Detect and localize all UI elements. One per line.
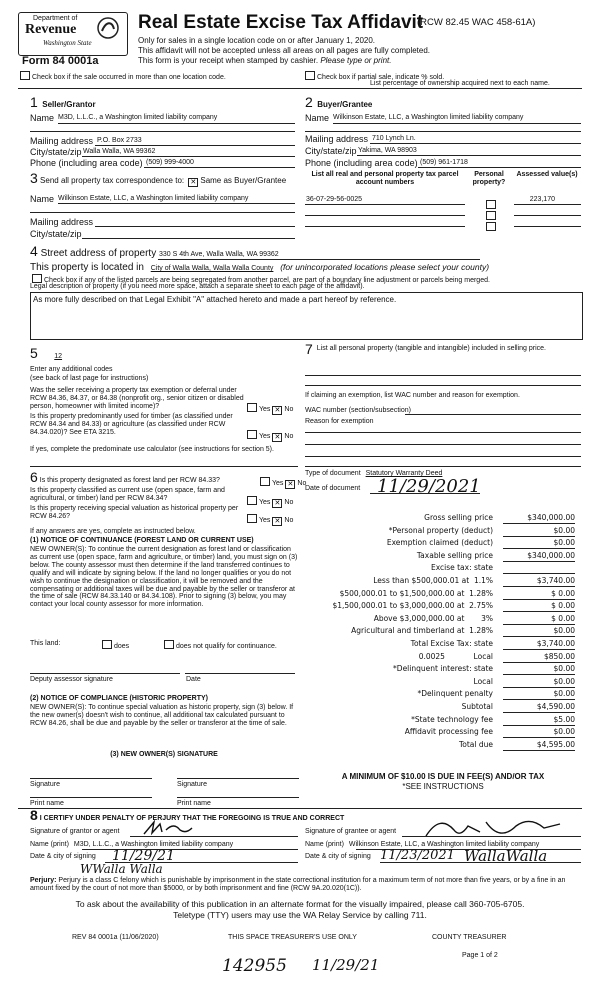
buyer-phone-label: Phone (including area code) bbox=[305, 158, 418, 168]
section-7-block bbox=[305, 341, 563, 357]
dor-logo bbox=[18, 12, 128, 56]
section-6-q1 bbox=[30, 469, 258, 485]
grantee-city[interactable]: WallaWalla bbox=[464, 847, 548, 865]
tax-table bbox=[305, 512, 575, 751]
no-label: No bbox=[284, 517, 294, 524]
section-3-name[interactable]: Wilkinson Estate, LLC, a Washington limited liability company bbox=[58, 195, 249, 202]
tax-row-label: Above $3,000,000.00 at 3% bbox=[373, 613, 493, 623]
tax-row-value[interactable]: $3,740.00 bbox=[503, 575, 575, 587]
located-line bbox=[30, 262, 489, 274]
tax-row bbox=[305, 739, 575, 752]
notice-compliance-text: NEW OWNER(S): To continue special valuation as historic property, sign (3) below. If the new owner(s) doesn't wish to continue, all additional tax calculated pursuant to RCW 84.26, shall be due and payable by the seller or transferor at the time of sale. bbox=[30, 704, 294, 727]
seller-name[interactable]: M3D, L.L.C., a Washington limited liability company bbox=[58, 114, 218, 121]
does-label: does bbox=[114, 643, 130, 650]
logo-emblem-icon bbox=[97, 17, 119, 39]
section-6-q1-text: Is this property designated as forest land per RCW 84.33? bbox=[39, 477, 220, 484]
wac-label: WAC number (section/subsection) bbox=[305, 407, 411, 414]
buyer-mail-label: Mailing address bbox=[305, 134, 369, 144]
seller-city[interactable]: Walla Walla, WA 99362 bbox=[83, 148, 156, 155]
buyer-name-label: Name bbox=[305, 113, 330, 123]
form-title: Real Estate Excise Tax Affidavit bbox=[138, 12, 424, 33]
partial-sale-label: Check box if partial sale, indicate % sold. bbox=[317, 74, 445, 81]
header-line1: Only for sales in a single location code on or after January 1, 2020. bbox=[138, 36, 376, 45]
tax-row-value[interactable]: $5.00 bbox=[503, 714, 575, 726]
buyer-heading bbox=[305, 94, 372, 112]
grantor-date-label: Date & city of signing bbox=[30, 853, 96, 860]
tax-row bbox=[305, 625, 575, 638]
tax-row-label: 0.0025 Local bbox=[418, 651, 493, 661]
grantor-city[interactable]: WWalla Walla bbox=[80, 862, 163, 876]
header-line3 bbox=[138, 56, 391, 65]
alt-format-line1: To ask about the availability of this publication in an alternate format for the visually impaired, please call 360-705-6705. bbox=[75, 899, 525, 909]
same-as-buyer-label: Same as Buyer/Grantee bbox=[200, 176, 287, 185]
no-label: No bbox=[284, 433, 294, 440]
additional-codes-label: Enter any additional codes bbox=[30, 366, 113, 373]
grantor-signature-label: Signature of grantor or agent bbox=[30, 828, 120, 835]
seller-city-label: City/state/zip bbox=[30, 147, 82, 157]
section-5-q3: If yes, complete the predominate use calculator (see instructions for section 5). bbox=[30, 446, 274, 453]
minimum-due-text: A MINIMUM OF $10.00 IS DUE IN FEE(S) AND/OR TAX bbox=[341, 772, 545, 781]
tax-row-value[interactable]: $850.00 bbox=[503, 651, 575, 663]
tax-row-label: Local bbox=[473, 676, 493, 686]
tax-row bbox=[305, 651, 575, 664]
section-6-number: 6 bbox=[30, 469, 38, 485]
tax-row bbox=[305, 663, 575, 676]
deputy-signature-label: Deputy assessor signature bbox=[30, 676, 113, 683]
buyer-mail[interactable]: 710 Lynch Ln. bbox=[372, 135, 416, 142]
section-6-q2-answer[interactable]: Yes ✕ No bbox=[245, 496, 293, 508]
assessed-value-1[interactable]: 223,170 bbox=[529, 196, 555, 203]
tax-row-label: Exemption claimed (deduct) bbox=[386, 538, 493, 548]
tax-row bbox=[305, 575, 575, 588]
street-address[interactable]: 330 S 4th Ave, Walla Walla, WA 99362 bbox=[158, 251, 279, 258]
tax-row-value[interactable]: $3,740.00 bbox=[503, 638, 575, 650]
seller-phone-label: Phone (including area code) bbox=[30, 158, 143, 168]
tax-row bbox=[305, 688, 575, 701]
section-7-text: List all personal property (tangible and intangible) included in selling price. bbox=[316, 345, 546, 352]
tax-row-label: *Personal property (deduct) bbox=[388, 525, 493, 535]
treasurer-stamp-number: 142955 bbox=[222, 956, 287, 976]
seller-mail[interactable]: P.O. Box 2733 bbox=[97, 137, 142, 144]
no-label: No bbox=[284, 406, 294, 413]
tax-row-value[interactable]: $ 0.00 bbox=[503, 588, 575, 600]
tax-row-value[interactable]: $340,000.00 bbox=[503, 512, 575, 524]
exemption-label: If claiming an exemption, list WAC number and reason for exemption. bbox=[305, 392, 520, 399]
tax-row-value[interactable]: $0.00 bbox=[503, 625, 575, 637]
section-5-header bbox=[30, 345, 62, 363]
perjury-text: Perjury is a class C felony which is punishable by imprisonment in the state correctional institution for a maximum term of not more than five years, or by a fine in an amount fixed by the court of not more than $5000, or by both imprisonment and fine (RCW 9A.20.020(1C)). bbox=[30, 877, 566, 892]
doc-type-label: Type of document bbox=[305, 470, 361, 477]
tax-row bbox=[305, 512, 575, 525]
tax-row bbox=[305, 638, 575, 651]
tax-row-value[interactable]: $0.00 bbox=[503, 676, 575, 688]
tax-row-label: Excise tax: state bbox=[430, 563, 493, 573]
grantee-name-label: Name (print) bbox=[305, 841, 344, 848]
tax-row-value[interactable]: $ 0.00 bbox=[503, 600, 575, 612]
section-3-mail-label: Mailing address bbox=[30, 217, 94, 227]
yes-label: Yes bbox=[272, 480, 284, 487]
county-treasurer-label: COUNTY TREASURER bbox=[432, 934, 507, 941]
grantee-date[interactable]: 11/23/2021 bbox=[380, 848, 455, 863]
buyer-city[interactable]: Yakima, WA 98903 bbox=[358, 147, 417, 154]
parcel-number-1[interactable]: 36-07-29-56-0025 bbox=[306, 196, 363, 203]
new-owner-signature-title: (3) NEW OWNER(S) SIGNATURE bbox=[110, 751, 218, 758]
tax-row bbox=[305, 562, 575, 575]
form-number: Form 84 0001a bbox=[22, 55, 99, 67]
tax-row bbox=[305, 525, 575, 538]
treasurer-stamp-date: 11/29/21 bbox=[312, 956, 380, 974]
section-8-number: 8 bbox=[30, 807, 38, 823]
grantee-date-label: Date & city of signing bbox=[305, 853, 371, 860]
buyer-heading-text: Buyer/Grantee bbox=[317, 100, 373, 109]
tax-row-label: Agricultural and timberland at 1.28% bbox=[351, 626, 493, 636]
doc-date-label: Date of document bbox=[305, 485, 361, 492]
seller-mail-label: Mailing address bbox=[30, 136, 94, 146]
tax-row-label: Affidavit processing fee bbox=[404, 727, 493, 737]
page-number: Page 1 of 2 bbox=[462, 952, 498, 959]
tax-row-label: Taxable selling price bbox=[416, 550, 493, 560]
yes-label: Yes bbox=[259, 433, 271, 440]
buyer-phone[interactable]: (509) 961-1718 bbox=[420, 159, 468, 166]
parcel-col-header: List all real and personal property tax parcel account numbers bbox=[311, 171, 459, 186]
notice-compliance-title: (2) NOTICE OF COMPLIANCE (HISTORIC PROPERTY) bbox=[30, 695, 208, 702]
personal-checkbox-3[interactable] bbox=[484, 217, 498, 235]
tax-row-value[interactable]: $0.00 bbox=[503, 537, 575, 549]
seller-heading-text: Seller/Grantor bbox=[42, 100, 96, 109]
grantee-name[interactable]: Wilkinson Estate, LLC, a Washington limited liability company bbox=[348, 841, 540, 848]
certify-text: I CERTIFY UNDER PENALTY OF PERJURY THAT THE FOREGOING IS TRUE AND CORRECT bbox=[39, 815, 345, 822]
grantee-signature[interactable] bbox=[420, 812, 570, 844]
buyer-name[interactable]: Wilkinson Estate, LLC, a Washington limited liability company bbox=[333, 114, 524, 121]
logo-top: Department of bbox=[33, 15, 78, 22]
tax-row bbox=[305, 550, 575, 563]
no-label: No bbox=[297, 480, 307, 487]
section-3-text: Send all property tax correspondence to: bbox=[40, 176, 185, 185]
tax-row bbox=[305, 714, 575, 727]
alt-format-line2: Teletype (TTY) users may use the WA Relay Service by calling 711. bbox=[173, 910, 427, 920]
section-6-ifany: If any answers are yes, complete as instructed below. bbox=[30, 528, 196, 535]
located-note: (for unincorporated locations please select your county) bbox=[280, 262, 490, 272]
form-citation: (RCW 82.45 WAC 458-61A) bbox=[417, 17, 536, 28]
section-3-line bbox=[30, 170, 287, 187]
tax-row-value[interactable]: $340,000.00 bbox=[503, 550, 575, 562]
does-check[interactable] bbox=[100, 640, 129, 651]
tax-row-value[interactable]: $4,595.00 bbox=[503, 739, 575, 751]
header-line2: This affidavit will not be accepted unless all areas on all pages are fully completed. bbox=[138, 46, 431, 55]
tax-row-value[interactable]: $0.00 bbox=[503, 688, 575, 700]
section-7-number: 7 bbox=[305, 341, 313, 357]
street-label: Street address of property bbox=[40, 248, 157, 259]
grantor-name[interactable]: M3D, L.L.C., a Washington limited liability company bbox=[73, 841, 234, 848]
tax-row-label: Total due bbox=[458, 739, 493, 749]
section-4-street bbox=[30, 243, 279, 260]
same-as-buyer-checkbox[interactable]: ✕ bbox=[188, 178, 198, 187]
legal-description-box[interactable] bbox=[30, 292, 583, 340]
tax-row-value[interactable]: $ 0.00 bbox=[503, 613, 575, 625]
tax-row bbox=[305, 600, 575, 613]
yes-label: Yes bbox=[259, 517, 271, 524]
located-label: This property is located in bbox=[30, 262, 144, 273]
located-value[interactable]: City of Walla Walla, Walla Walla County bbox=[150, 265, 274, 272]
doc-date-value[interactable]: 11/29/2021 bbox=[377, 476, 481, 497]
section-6-q1-answer[interactable]: Yes ✕ No bbox=[258, 477, 306, 489]
buyer-city-label: City/state/zip bbox=[305, 146, 357, 156]
tax-row bbox=[305, 726, 575, 739]
segregation-label: Check box if any of the listed parcels are being segregated from another parcel, are part of a boundary line adjustment or parcels being merged. bbox=[44, 277, 490, 284]
section-5-q1: Was the seller receiving a property tax exemption or deferral under RCW 84.36, 84.37, or 84.38 (nonprofit org., senior citizen or disabled person, homeowner with limited income)? bbox=[30, 387, 244, 410]
deputy-date-label: Date bbox=[186, 676, 201, 683]
multi-location-check[interactable] bbox=[18, 71, 226, 82]
grantor-signature[interactable] bbox=[140, 818, 200, 838]
tax-row-value[interactable]: $0.00 bbox=[503, 726, 575, 738]
revision-label: REV 84 0001a (11/06/2020) bbox=[72, 934, 159, 941]
additional-codes-see: (see back of last page for instructions) bbox=[30, 375, 149, 382]
partial-sale-list: List percentage of ownership acquired next to each name. bbox=[370, 80, 550, 87]
section-6-q2: Is this property classified as current use (open space, farm and agricultural, or timber) land per RCW 84.34? bbox=[30, 487, 225, 502]
section-5-number: 5 bbox=[30, 345, 38, 361]
tax-row-label: Subtotal bbox=[461, 701, 493, 711]
header-line3-a: This form is your receipt when stamped by cashier. bbox=[138, 56, 319, 65]
owner-signature-2[interactable]: Signature bbox=[177, 781, 207, 788]
header-line3-b: Please type or print. bbox=[320, 56, 392, 65]
section-3-name-label: Name bbox=[30, 194, 55, 204]
assessed-col-header: Assessed value(s) bbox=[516, 171, 578, 178]
seller-heading bbox=[30, 94, 96, 112]
section-6-q3: Is this property receiving special valuation as historical property per RCW 84.26? bbox=[30, 505, 239, 520]
does-not-check[interactable] bbox=[162, 640, 292, 651]
section-5-q2-answer[interactable]: Yes ✕ No bbox=[245, 430, 293, 442]
legal-description-label: Legal description of property (if you need more space, attach a separate sheet to each page of the affidavit). bbox=[30, 283, 365, 290]
tax-row-value[interactable]: $0.00 bbox=[503, 525, 575, 537]
section-5-q2: Is this property predominantly used for timber (as classified under RCW 84.34 and 84.33) or agriculture (as classified under RCW 84.34.020)? See ETA 3215. bbox=[30, 413, 233, 436]
minimum-see-instructions: *SEE INSTRUCTIONS bbox=[402, 782, 484, 791]
tax-row-label: Less than $500,000.01 at 1.1% bbox=[373, 575, 493, 585]
treasurer-use-label: THIS SPACE TREASURER'S USE ONLY bbox=[228, 934, 357, 941]
no-label: No bbox=[284, 499, 294, 506]
reason-label: Reason for exemption bbox=[305, 418, 374, 425]
tax-row bbox=[305, 537, 575, 550]
grantor-date[interactable]: 11/29/21 bbox=[112, 848, 175, 864]
tax-row-label: $1,500,000.01 to $3,000,000.00 at 2.75% bbox=[332, 601, 493, 611]
section-4-number: 4 bbox=[30, 243, 38, 259]
perjury-label: Perjury: bbox=[30, 877, 57, 884]
seller-phone[interactable]: (509) 999-4000 bbox=[146, 159, 194, 166]
grantor-name-label: Name (print) bbox=[30, 841, 69, 848]
tax-row-value[interactable]: $0.00 bbox=[503, 663, 575, 675]
section-3-number: 3 bbox=[30, 170, 38, 186]
tax-row bbox=[305, 588, 575, 601]
tax-row-label: *Delinquent interest: state bbox=[393, 664, 493, 674]
logo-main: Revenue bbox=[25, 22, 77, 37]
owner-print-2[interactable]: Print name bbox=[177, 800, 211, 807]
grantee-signature-label: Signature of grantee or agent bbox=[305, 828, 397, 835]
tax-row-label: *Delinquent penalty bbox=[417, 689, 493, 699]
yes-label: Yes bbox=[259, 406, 271, 413]
doc-type-value[interactable]: Statutory Warranty Deed bbox=[365, 470, 443, 477]
logo-sub: Washington State bbox=[43, 39, 92, 47]
tax-row-value[interactable] bbox=[503, 562, 575, 574]
tax-row-value[interactable]: $4,590.00 bbox=[503, 701, 575, 713]
owner-signature-1[interactable]: Signature bbox=[30, 781, 60, 788]
this-land-label: This land: bbox=[30, 640, 61, 647]
legal-description-text: As more fully described on that Legal Exhibit "A" attached hereto and made a part hereof by reference. bbox=[33, 295, 397, 304]
yes-label: Yes bbox=[259, 499, 271, 506]
section-3-city-label: City/state/zip bbox=[30, 229, 82, 239]
tax-row-label: *State technology fee bbox=[411, 714, 493, 724]
tax-row bbox=[305, 676, 575, 689]
multi-location-label: Check box if the sale occurred in more than one location code. bbox=[32, 74, 226, 81]
owner-print-1[interactable]: Print name bbox=[30, 800, 64, 807]
tax-row-label: Total Excise Tax: state bbox=[410, 638, 493, 648]
perjury-notice bbox=[30, 877, 581, 893]
tax-row bbox=[305, 613, 575, 626]
notice-continuance-text: NEW OWNER(S): To continue the current designation as forest land or classification as current use (open space, farm and agriculture, or timber) land, you must sign on (3) below. The county assessor must then determine if the land transferred continues to qualify and will indicate by signing below. If the land no longer qualifies or you do not wish to continue the designation or classification, it will be removed and the compensating or additional taxes will be due and payable by the seller or transferor at the time of sale (RCW 84.33.140 or 84.34.108). Prior to signing (3) below, you may contact your local county assessor for more information. bbox=[30, 546, 298, 609]
section-2-number: 2 bbox=[305, 94, 313, 110]
tax-row-label: Gross selling price bbox=[424, 513, 493, 522]
section-5-q1-answer[interactable]: Yes ✕ No bbox=[245, 403, 293, 415]
section-1-number: 1 bbox=[30, 94, 38, 110]
location-code[interactable]: 12 bbox=[54, 353, 63, 360]
tax-row bbox=[305, 701, 575, 714]
tax-row-label: $500,000.01 to $1,500,000.00 at 1.28% bbox=[339, 588, 493, 598]
seller-name-label: Name bbox=[30, 113, 55, 123]
section-6-q3-answer[interactable]: Yes ✕ No bbox=[245, 514, 293, 526]
personal-col-header: Personal property? bbox=[472, 171, 506, 186]
notice-continuance-title: (1) NOTICE OF CONTINUANCE (FOREST LAND OR CURRENT USE) bbox=[30, 537, 254, 544]
does-not-label: does not qualify for continuance. bbox=[176, 643, 277, 650]
